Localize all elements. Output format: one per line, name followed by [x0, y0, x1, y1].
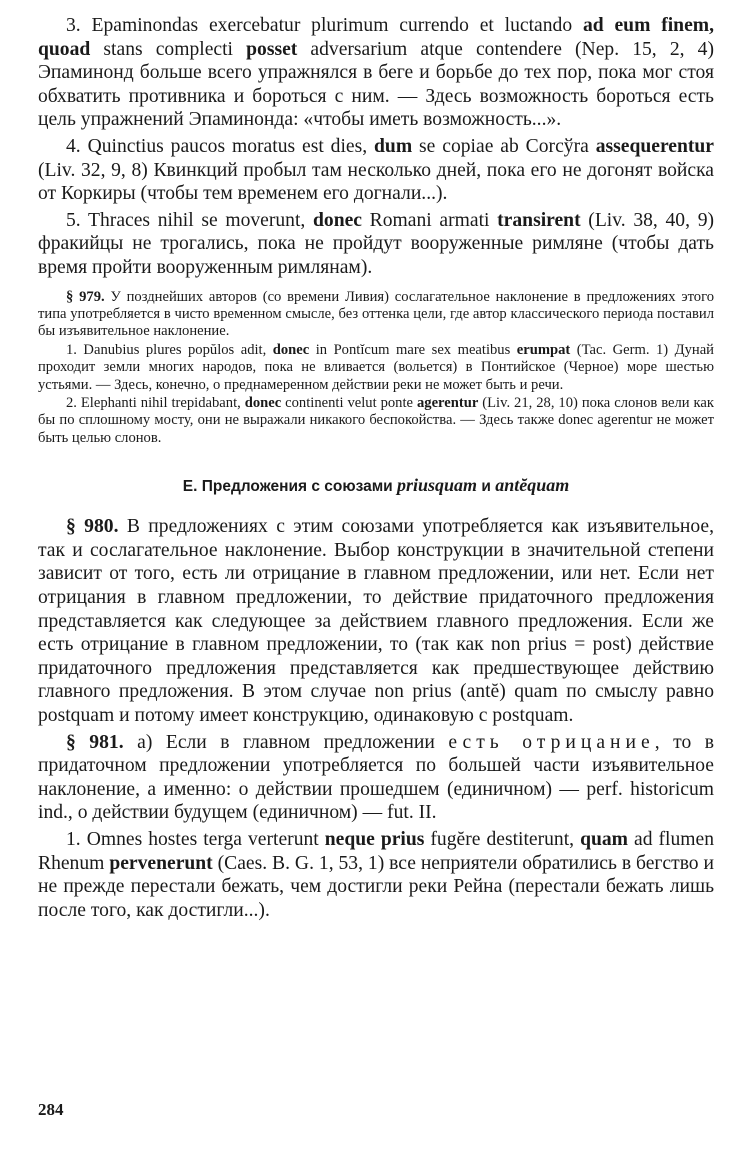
page-content: [38, 14, 714, 922]
section-979: § 979. У позднейших авторов (со времени Ливия) сослагательное наклонение в предложениях этого типа употребляется в чисто временном смысле, без оттенка цели, где автор классического периода поставил бы изъявительное наклонение.: [38, 288, 714, 340]
section-980: § 980. В предложениях с этим союзами употребляется как изъявительное, так и сослагательное наклонение. Выбор конструкции в значительной степени зависит от того, есть ли отрицание в главном предложении, или нет. Если нет отрицания в главном предложении, то действие придаточного предложения представляется как следующее за действием главного предложения. Если же есть отрицание в главном предложении, то (так как non prius = post) действие придаточного предложения представляется как предшествующее действию главного предложения. В этом случае non prius (antĕ) quam по смыслу равно postquam и потому имеет конструкцию, одинаковую с postquam.: [38, 516, 714, 726]
example-4: 4. Quinctius paucos moratus est dies, dum se copiae ab Corcўra assequerentur (Liv. 32, 9, 8) Квинкций пробыл там несколько дней, пока его не догонят войска от Коркиры (чтобы тем временем его догнали...).: [38, 135, 714, 205]
example-3: 3. Epaminondas exercebatur plurimum currendo et luctando ad eum finem, quoad stans complecti posset adversarium atque contendere (Nep. 15, 2, 4) Эпаминонд больше всего упражнялся в беге и борьбе до тех пор, пока мог стоя обхватить противника и бороться с ним. — Здесь возможность бороться есть цель упражнений Эпаминонда: «чтобы иметь возможность...».: [38, 15, 714, 131]
section-981: § 981. а) Если в главном предложении есть отрицание, то в придаточном предложении употребляется по большей части изъявительное наклонение, а именно: о действии прошедшем (единичном) — perf. historicum ind., о действии будущем (единичном) — fut. II.: [38, 731, 715, 824]
section-979-example-2: 2. Elephanti nihil trepidabant, donec continenti velut ponte agerentur (Liv. 21, 28, 10) пока слонов вели как бы по сплошному мосту, они не выражали никакого беспокойства. — Здесь также donec agerentur не может быть целью слонов.: [38, 394, 714, 446]
example-5: 5. Thraces nihil se moverunt, donec Romani armati transirent (Liv. 38, 40, 9) фракийцы не трогались, пока не пройдут вооруженные римляне (чтобы дать время пройти вооруженным римлянам).: [38, 209, 715, 278]
page-number: 284: [38, 1100, 64, 1119]
section-979-example-1: 1. Danubius plures popŭlos adit, donec in Pontĭcum mare sex meatibus erumpat (Tac. Germ. 1) Дунай проходит земли многих народов, пока не вливается (вольется) в Понтийское (Черное) море шестью устьями. — Здесь, конечно, о преднамеренном действии реки не может быть и речи.: [38, 341, 714, 393]
section-981-example-1: 1. Omnes hostes terga verterunt neque prius fugĕre destiterunt, quam ad flumen Rhenum pervenerunt (Caes. B. G. 1, 53, 1) все неприятели обратились в бегство и не прежде перестали бежать, чем достигли реки Рейна (перестали бежать лишь после того, как достигли...).: [38, 828, 715, 921]
section-heading: Е. Предложения с союзами priusquam и antĕquam: [182, 475, 570, 496]
